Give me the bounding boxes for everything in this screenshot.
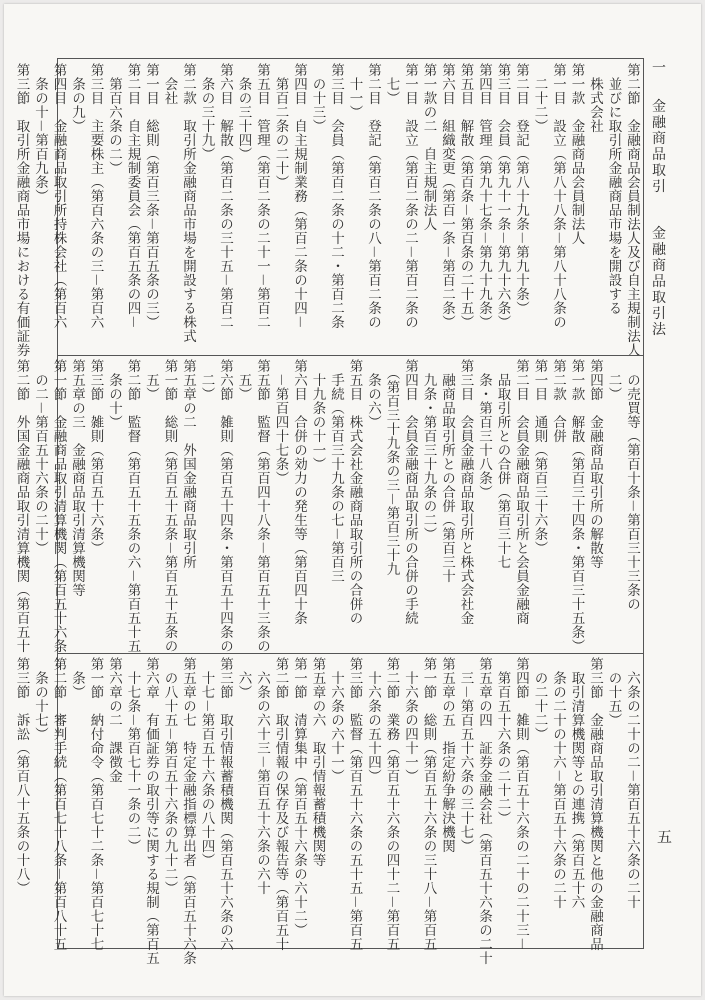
contents-line: 第二節 金融商品会員制法人及び自主規制法人 — [624, 63, 640, 357]
contents-line: 第五章の三 金融商品取引清算機関等 — [69, 359, 85, 597]
contents-line: 第五章の七 特定金融指標算出者（第百五十六条 — [180, 657, 196, 965]
contents-line: 六条の二十の二－第百五十六条の二十 — [624, 657, 640, 909]
contents-line: 六条の六十三－第百五十六条の六十 — [254, 657, 270, 895]
contents-line: 第二節 監督（第百五十五条の六－第百五十五 — [124, 359, 141, 653]
contents-line: 第五章の六 取引情報蓄積機関等 — [309, 657, 326, 867]
contents-line: 第六目 組織変更（第百一条－第百二条） — [439, 63, 455, 329]
contents-line: 第百二条の二十） — [272, 63, 289, 189]
running-head-title: 金融商品取引 — [650, 98, 666, 195]
contents-line: 第四節 雑則（第百五十六条の二十の二十三－ — [513, 657, 529, 951]
contents-frame — [13, 58, 644, 965]
contents-band-middle — [13, 359, 643, 653]
contents-line: 第五章の五 指定紛争解決機関 — [439, 657, 455, 853]
contents-line: 第一目 通則（第百三十六条） — [531, 359, 548, 555]
contents-line: 第一目 設立（第百二条の二－第百二条の — [402, 63, 418, 329]
contents-line: 第五章の四 証券金融会社（第百五十六条の二十 — [476, 657, 492, 965]
contents-line: 条の九） — [69, 63, 85, 133]
contents-line: の売買等（第百十条－第百三十三条の — [624, 359, 640, 611]
contents-line: 第四節 金融商品取引所の解散等 — [587, 359, 603, 569]
contents-line: 十六条の五十四） — [365, 657, 381, 783]
contents-line: 六） — [235, 657, 252, 699]
document-page — [4, 4, 701, 996]
contents-line: 第四目 会員金融商品取引所の合併の手続 — [402, 359, 418, 625]
contents-line: 第六章の二 課徴金 — [106, 657, 122, 783]
contents-line: 第二節 業務（第百五十六条の四十二－第百五 — [383, 657, 400, 951]
contents-line: （第百三十九条の三－第百三十九 — [383, 359, 400, 577]
contents-line: 第四目 自主規制業務（第百二条の十四－ — [291, 63, 307, 329]
contents-line: 取引清算機関等との連携（第百五十六 — [568, 657, 585, 909]
contents-line: 十七条－第百七十一条の二） — [124, 657, 141, 853]
contents-band-bottom — [13, 657, 643, 965]
contents-line: 第二目 登記（第百二条の八－第百二条の — [365, 63, 381, 329]
contents-line: 十九条の十一） — [309, 359, 326, 471]
contents-line: 第三節 金融商品取引清算機関と他の金融商品 — [587, 657, 603, 951]
contents-line: 第五目 株式会社金融商品取引所の合併の — [346, 359, 363, 625]
contents-line: 条の六） — [365, 359, 381, 429]
contents-line: 第四目 管理（第九十七条－第九十九条） — [476, 63, 492, 329]
section-mark: 一 — [650, 60, 666, 76]
contents-line: 第三節 雑則（第百五十六条） — [87, 359, 104, 555]
contents-line: 第五目 管理（第百二条の二十一－第百二 — [254, 63, 270, 329]
contents-line: 第一款 解散（第百三十四条・第百三十五条） — [568, 359, 585, 653]
contents-line: 融商品取引所との合併（第百三十 — [439, 359, 455, 583]
contents-line: 条・第百三十八条） — [476, 359, 492, 499]
contents-line: 第六節 雑則（第百五十四条・第百五十四条の — [217, 359, 233, 653]
contents-line: 第一節 総則（第百五十五条－第百五十五条の — [161, 359, 178, 653]
contents-line: 第一節 総則（第百五十六条の三十八－第百五 — [420, 657, 437, 951]
contents-line: 二） — [198, 359, 215, 401]
contents-line: 第百五十六条の二十二） — [494, 657, 511, 825]
contents-line: の十五） — [605, 657, 622, 727]
contents-line: 第一目 設立（第八十八条－第八十八条の — [550, 63, 566, 329]
band-divider — [58, 355, 643, 356]
contents-line: 会社 — [161, 63, 178, 105]
contents-line: 第一節 清算集中（第百五十六条の六十二） — [291, 657, 307, 937]
contents-line: 条の二十の十六－第百五十六条の二十 — [550, 657, 566, 909]
contents-line: 第二節 外国金融商品取引清算機関（第百五十 — [13, 359, 30, 653]
contents-line: 第一節 納付命令（第百七十二条－第百七十七 — [87, 657, 104, 951]
contents-line: 第二目 自主規制委員会（第百五条の四－ — [124, 63, 141, 329]
contents-line: 三－第百五十六条の三十七） — [457, 657, 474, 853]
contents-band-top — [13, 63, 643, 357]
contents-line: 第一款 金融商品会員制法人 — [568, 63, 585, 245]
contents-line: 条の十） — [106, 359, 122, 429]
contents-line: 第三目 主要株主（第百六条の三－第百六 — [87, 63, 104, 329]
contents-line: 十六条の六十一） — [328, 657, 344, 783]
contents-line: 十七－第百五十六条の八十四） — [198, 657, 215, 867]
contents-line: 株式会社 — [587, 63, 603, 133]
contents-line: の十三） — [309, 63, 326, 133]
running-head-law-name: 金融商品取引法 — [650, 225, 666, 338]
contents-line: 第百六条の二） — [106, 63, 122, 175]
contents-line: 条の十七） — [32, 657, 48, 741]
contents-line: 十一） — [346, 63, 363, 119]
contents-line: 第六章 有価証券の取引等に関する規制（第百五 — [143, 657, 159, 965]
contents-line: 第一目 総則（第百三条－第百五条の三） — [143, 63, 159, 329]
contents-line: 二十二） — [531, 63, 548, 133]
contents-line: －第百四十七条） — [272, 359, 289, 485]
contents-line: 第三目 会員金融商品取引所と株式会社金 — [457, 359, 474, 625]
contents-line: 条の三十四） — [235, 63, 252, 161]
contents-line: 第五節 監督（第百四十八条－第百五十三条の — [254, 359, 270, 653]
contents-line: の二十二） — [531, 657, 548, 741]
contents-line: 第五目 解散（第百条－第百条の二十五） — [457, 63, 474, 329]
page-number: 五 — [657, 828, 673, 846]
contents-line: 第三節 取引情報蓄積機関（第百五十六条の六 — [217, 657, 233, 951]
contents-line: 二） — [605, 359, 622, 401]
running-head — [649, 60, 667, 338]
contents-line: 並びに取引所金融商品市場を開設する — [605, 63, 622, 315]
contents-line: 十六条の四十一） — [402, 657, 418, 783]
contents-line: 第三節 監督（第百五十六条の五十五－第百五 — [346, 657, 363, 951]
contents-line: 七） — [383, 63, 400, 105]
contents-line: 第一款の二 自主規制法人 — [420, 63, 437, 231]
contents-line: 第四目 金融商品取引所持株会社（第百六 — [50, 63, 67, 329]
contents-line: 条の三十九） — [198, 63, 215, 161]
contents-line: 五） — [235, 359, 252, 401]
contents-line: 第二節 取引情報の保存及び報告等（第百五十 — [272, 657, 289, 951]
contents-line: 第三節 訴訟（第百八十五条の十八） — [13, 657, 30, 895]
contents-line: の八十五－第百五十六条の九十二） — [161, 657, 178, 895]
contents-line: 第二目 登記（第八十九条－第九十条） — [513, 63, 529, 315]
contents-line: 第三目 会員（第九十一条－第九十六条） — [494, 63, 511, 329]
contents-line: 九条・第百三十九条の二） — [420, 359, 437, 541]
contents-line: 第六目 合併の効力の発生等（第百四十条 — [291, 359, 307, 625]
contents-line: 第六目 解散（第百二条の三十五－第百二 — [217, 63, 233, 329]
contents-line: の二－第百五十六条の二十） — [32, 359, 48, 555]
contents-line: 五） — [143, 359, 159, 401]
contents-line: 第一節 金融商品取引清算機関（第百五十六条 — [50, 359, 67, 653]
contents-line: 第三目 会員（第百二条の十二・第百二条 — [328, 63, 344, 329]
contents-line: 第五章の二 外国金融商品取引所 — [180, 359, 196, 569]
contents-line: 条） — [69, 657, 85, 699]
band-divider — [58, 653, 643, 654]
contents-line: 条の十－第百九条） — [32, 63, 48, 203]
contents-line: 品取引所との合併（第百三十七 — [494, 359, 511, 569]
contents-line: 第二款 取引所金融商品市場を開設する株式 — [180, 63, 196, 343]
contents-line: 第二目 会員金融商品取引所と会員金融商 — [513, 359, 529, 625]
contents-line: 第二款 合併 — [550, 359, 566, 443]
contents-line: 手続（第百三十九条の七－第百三 — [328, 359, 344, 583]
contents-line: 第三節 取引所金融商品市場における有価証券 — [13, 63, 30, 357]
contents-line: 第二節 審判手続（第百七十八条－第百八十五 — [50, 657, 67, 951]
